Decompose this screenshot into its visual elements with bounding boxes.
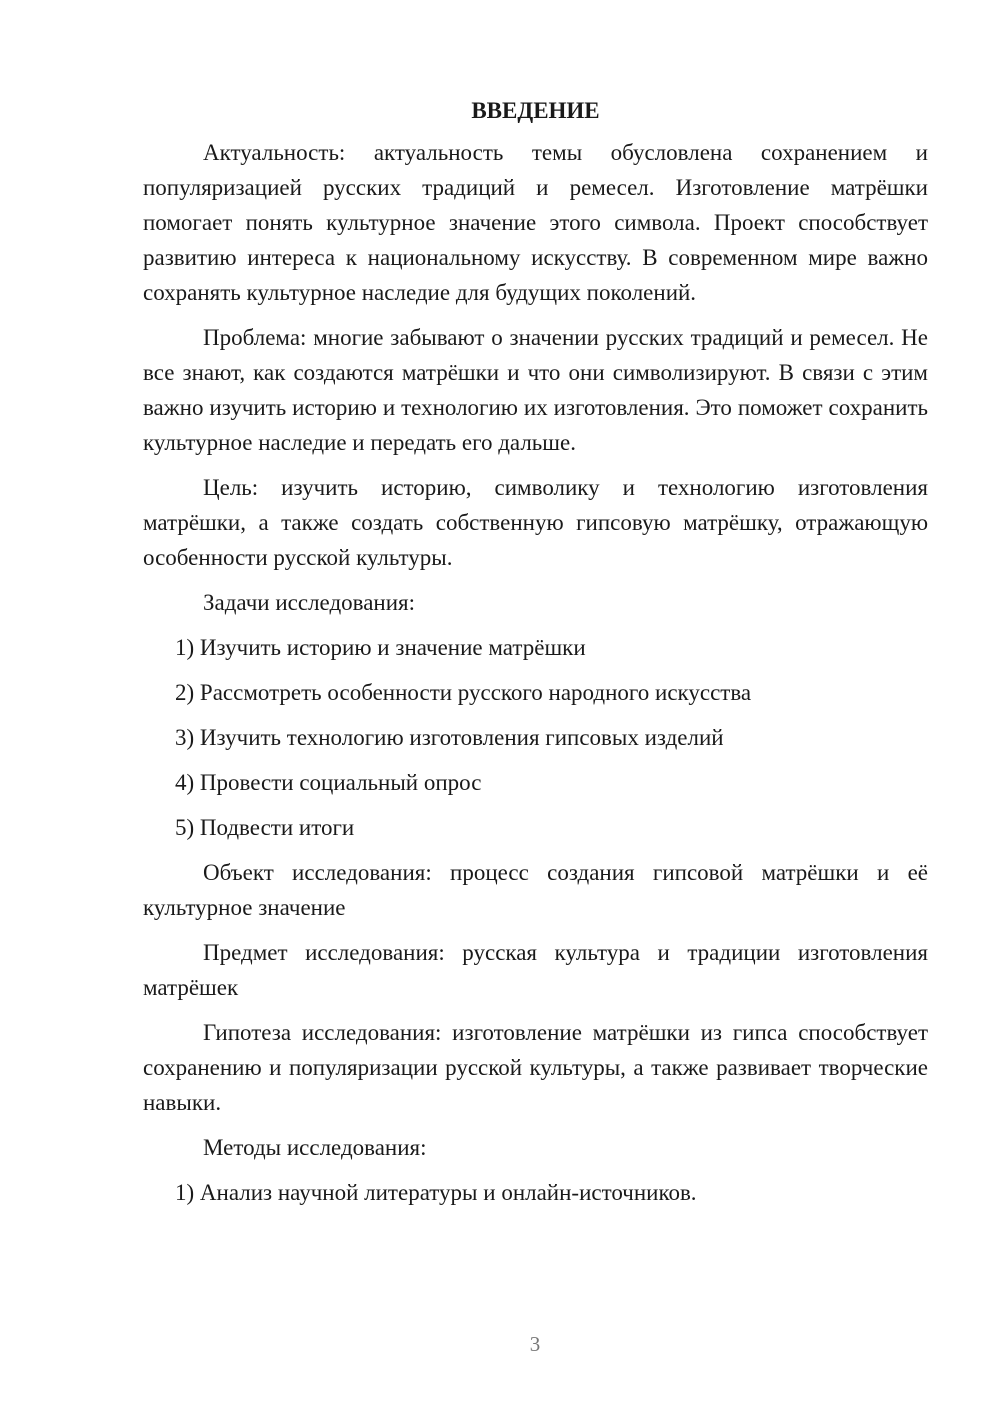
list-item: 3) Изучить технологию изготовления гипсовых изделий bbox=[175, 725, 724, 750]
list-item: 1) Анализ научной литературы и онлайн-источников. bbox=[175, 1180, 697, 1205]
list-item: 5) Подвести итоги bbox=[175, 815, 355, 840]
object-paragraph: Объект исследования: процесс создания гипсовой матрёшки и её культурное значение bbox=[143, 860, 928, 920]
list-item: 1) Изучить историю и значение матрёшки bbox=[175, 635, 586, 660]
list-item: 2) Рассмотреть особенности русского народного искусства bbox=[175, 680, 752, 705]
methods-list bbox=[143, 1175, 928, 1210]
goal-paragraph: Цель: изучить историю, символику и технологию изготовления матрёшки, а также создать собственную гипсовую матрёшку, отражающую особенности русской культуры. bbox=[143, 475, 928, 570]
list-item: 4) Провести социальный опрос bbox=[175, 770, 482, 795]
document-page bbox=[143, 96, 928, 1220]
tasks-title: Задачи исследования: bbox=[203, 590, 416, 615]
subject-paragraph: Предмет исследования: русская культура и традиции изготовления матрёшек bbox=[143, 940, 928, 1000]
hypothesis-paragraph: Гипотеза исследования: изготовление матрёшки из гипса способствует сохранению и популяризации русской культуры, а также развивает творческие навыки. bbox=[143, 1020, 928, 1115]
page-title: ВВЕДЕНИЕ bbox=[471, 98, 600, 123]
page-number: 3 bbox=[529, 1332, 541, 1356]
tasks-list bbox=[143, 630, 928, 845]
problem-paragraph: Проблема: многие забывают о значении русских традиций и ремесел. Не все знают, как создаются матрёшки и что они символизируют. В связи с этим важно изучить историю и технологию их изготовления. Это поможет сохранить культурное наследие и передать его дальше. bbox=[143, 325, 928, 455]
relevance-paragraph: Актуальность: актуальность темы обусловлена сохранением и популяризацией русских традиций и ремесел. Изготовление матрёшки помогает понять культурное значение этого символа. Проект способствует развитию интереса к национальному искусству. В современном мире важно сохранять культурное наследие для будущих поколений. bbox=[143, 140, 928, 305]
methods-title: Методы исследования: bbox=[203, 1135, 427, 1160]
